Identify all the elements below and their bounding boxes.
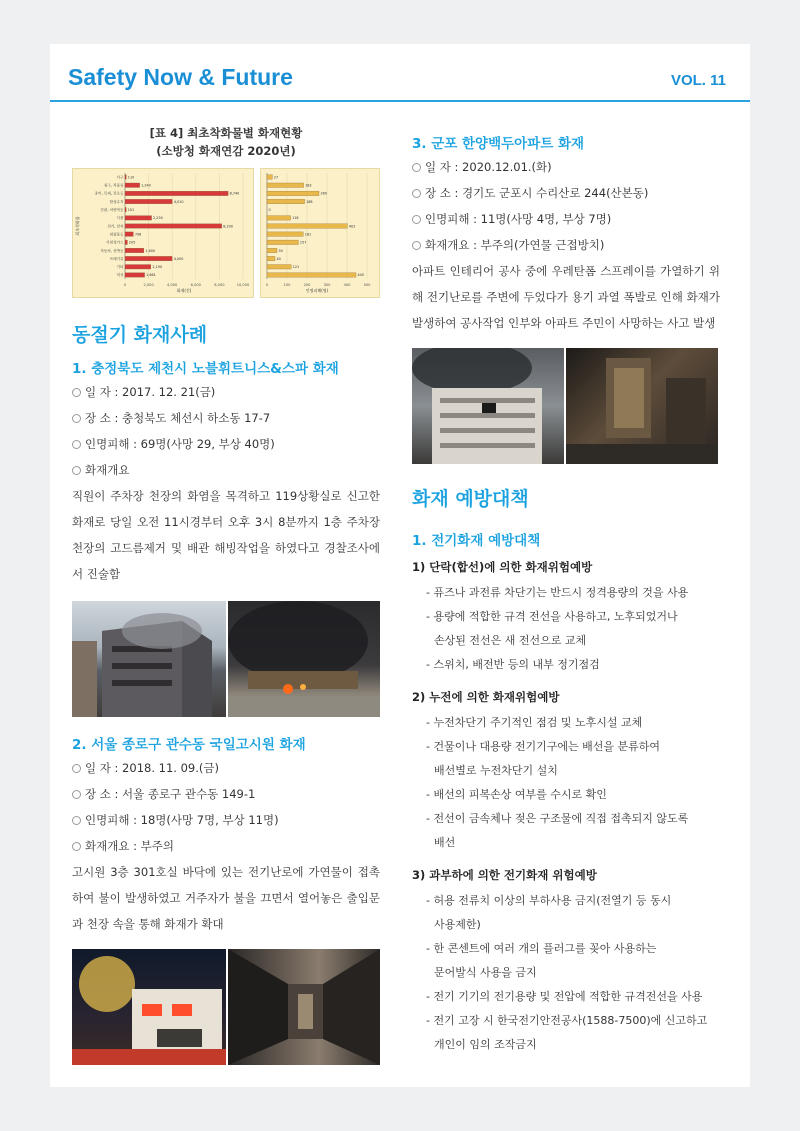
x-tick-label: 400: [343, 283, 351, 287]
data-label: 118: [292, 216, 299, 221]
case2-photos: [72, 949, 380, 1065]
casualty-chart: [260, 168, 380, 298]
bullet-icon: [72, 816, 81, 825]
x-tick-label: 6,000: [190, 283, 201, 287]
prevention-item: - 배선의 피복손상 여부를 수시로 확인: [426, 788, 607, 801]
bullet-icon: [72, 764, 81, 773]
bar: [267, 240, 298, 244]
bar: [125, 273, 145, 277]
case2-date-text: 일 자 : 2018. 11. 09.(금): [85, 761, 219, 775]
prevention-item: - 전기 고장 시 한국전기안전공사(1588-7500)에 신고하고: [426, 1014, 708, 1027]
data-label: 4,010: [173, 199, 184, 204]
prevention-item: - 전기 기기의 전기용량 및 전압에 적합한 규격전선을 사용: [426, 990, 703, 1003]
prevention-group-title: 2) 누전에 의한 화재위험예방: [412, 690, 560, 704]
data-label: 2,250: [153, 216, 163, 221]
y-axis-label: 최초착화물: [75, 216, 80, 236]
prevention-item: - 전선이 금속체나 젖은 구조물에 직접 접촉되지 않도록: [426, 812, 689, 825]
data-label: 188: [306, 199, 313, 204]
casualty-chart-svg: [261, 169, 379, 297]
case3-place-text: 장 소 : 경기도 군포시 수리산로 244(산본동): [425, 186, 649, 200]
case3-summary: [412, 232, 720, 258]
category-label: 종이, 목재, 건초등: [94, 191, 124, 196]
case1-body: 직원이 주차장 천장의 화염을 목격하고 119상황실로 신고한 화재로 당일 오전 11시경부터 오후 3시 8분까지 1층 주차장 천장의 고드름제거 및 배관 해빙작업을 하였다고 경찰조사에서 진술함: [72, 489, 380, 581]
table-title: [표 4] 최초착화물별 화재현황: [149, 126, 303, 140]
prevention-item: 개인이 임의 조작금지: [434, 1038, 537, 1051]
category-label: 위험물등: [109, 232, 124, 237]
burnt-corridor-photo-icon: [228, 949, 380, 1065]
category-label: 침구, 직물류: [103, 183, 124, 188]
case1-date-text: 일 자 : 2017. 12. 21(금): [85, 385, 216, 399]
bar: [267, 232, 303, 236]
data-label: 1,240: [141, 183, 151, 188]
x-axis-label: 화재(건): [176, 288, 192, 293]
data-label: 121: [292, 265, 300, 270]
case1-place-text: 장 소 : 충청북도 체선시 하소동 17-7: [85, 411, 271, 425]
prevention-item: - 건물이나 대용량 전기기구에는 배선을 분류하여: [426, 740, 660, 753]
prevention-item: - 한 콘센트에 여러 개의 플러그를 꽂아 사용하는: [426, 942, 657, 955]
data-label: 2,190: [152, 265, 163, 270]
bullet-icon: [72, 790, 81, 799]
bar: [125, 224, 222, 228]
bar: [267, 183, 304, 187]
data-label: 402: [348, 224, 356, 229]
bar: [125, 216, 152, 220]
case3-casualty: [412, 206, 720, 232]
bar: [267, 199, 305, 203]
data-label: 708: [134, 232, 142, 237]
data-label: 110: [127, 175, 135, 180]
chart-area: [72, 168, 380, 298]
case3-body: 아파트 인테리어 공사 중에 우레탄폼 스프레이를 가열하기 위해 전기난로를 주변에 두었다가 용기 과열 폭발로 인해 화재가 발생하여 공사작업 인부와 아파트 주민이 사망하는 사고 발생: [412, 264, 720, 330]
gosiwon-building-photo-icon: [72, 949, 226, 1065]
case2-casualty-text: 인명피해 : 18명(사망 7명, 부상 11명): [85, 813, 279, 827]
bar: [267, 224, 347, 228]
prevention-item: - 퓨즈나 과전류 차단기는 반드시 정격용량의 것을 사용: [426, 586, 689, 599]
bar: [267, 256, 275, 260]
case1-summary: [72, 457, 380, 483]
case1-title: 1. 충정북도 제천시 노블휘트니스&스파 화재: [72, 361, 339, 377]
case2-place: [72, 781, 380, 807]
brand-title: Safety Now & Future: [68, 64, 293, 90]
bullet-icon: [412, 163, 421, 172]
category-label: 가구: [116, 175, 124, 180]
category-label: 합성수지: [109, 199, 124, 204]
bar: [267, 216, 291, 220]
bar: [267, 273, 356, 277]
x-tick-label: 4,000: [167, 283, 178, 287]
data-label: 0: [268, 207, 271, 212]
x-tick-label: 10,000: [236, 283, 250, 287]
bar: [125, 183, 140, 187]
case1-photo-smoke: [228, 601, 380, 717]
bar: [125, 207, 126, 211]
case3-photo-interior: [566, 348, 718, 464]
x-tick-label: 0: [265, 283, 269, 287]
data-label: 1,600: [145, 248, 156, 253]
case2-date: [72, 755, 380, 781]
burnt-interior-photo-icon: [566, 348, 718, 464]
electric-prevention-title: 1. 전기화재 예방대책: [412, 533, 541, 549]
case2-body: 고시원 3층 301호실 바닥에 있는 전기난로에 가연물이 접촉하여 불이 발생하였고 거주자가 불을 끄면서 열어놓은 출입문과 천장 속을 통해 화재가 확대: [72, 865, 380, 931]
section-title-winter-cases: 동절기 화재사례: [72, 324, 208, 346]
bar: [267, 175, 272, 179]
prevention-item: 배선별로 누전차단기 설치: [434, 764, 558, 777]
category-label: 쓰레기류: [109, 256, 124, 261]
x-tick-label: 500: [363, 283, 371, 287]
case1-photo-building: [72, 601, 226, 717]
bullet-icon: [72, 842, 81, 851]
bar: [267, 191, 319, 195]
bullet-icon: [72, 388, 81, 397]
section-title-prevention: 화재 예방대책: [412, 488, 529, 510]
category-label: 간판, 차양막등: [100, 207, 124, 212]
case3-place: [412, 180, 720, 206]
prevention-item: 사용제한): [434, 918, 481, 931]
x-axis-label: 인명피해(명): [305, 288, 329, 293]
prevention-groups: [412, 557, 720, 1057]
case1-casualty: [72, 431, 380, 457]
x-tick-label: 0: [123, 283, 127, 287]
data-label: 181: [304, 232, 312, 237]
category-label: 미상: [116, 273, 124, 278]
category-label: 자동차, 선박등: [100, 248, 124, 253]
case2-casualty: [72, 807, 380, 833]
data-label: 50: [278, 248, 283, 253]
apartment-fire-photo-icon: [412, 348, 564, 464]
fire-count-chart-svg: [73, 169, 253, 297]
case3-photos: [412, 348, 720, 464]
x-tick-label: 300: [323, 283, 331, 287]
prevention-group-title: 1) 단락(합선)에 의한 화재위험예방: [412, 560, 593, 574]
category-label: 전기, 전자: [107, 224, 124, 229]
bar: [125, 256, 172, 260]
building-fire-photo-icon: [72, 601, 226, 717]
bar: [267, 265, 291, 269]
bullet-icon: [412, 189, 421, 198]
bullet-icon: [412, 241, 421, 250]
case3-title: 3. 군포 한양백두아파트 화재: [412, 136, 585, 152]
case3-photo-apartment: [412, 348, 564, 464]
left-column: [72, 124, 380, 1065]
table-subtitle: (소방청 화재연감 2020년): [156, 144, 296, 158]
case2-place-text: 장 소 : 서울 종로구 관수동 149-1: [85, 787, 256, 801]
case1-summary-text: 화재개요: [85, 463, 130, 477]
case2-title: 2. 서울 종로구 관수동 국일고시원 화재: [72, 737, 306, 753]
prevention-item: - 스위치, 배전반 등의 내부 정기점검: [426, 658, 600, 671]
x-tick-label: 200: [303, 283, 311, 287]
prevention-item: - 누전차단기 주기적인 점검 및 노후시설 교체: [426, 716, 643, 729]
data-label: 40: [276, 256, 281, 261]
right-column: [412, 132, 720, 1057]
case1-place: [72, 405, 380, 431]
bullet-icon: [72, 466, 81, 475]
data-label: 183: [305, 183, 312, 188]
bullet-icon: [412, 215, 421, 224]
bar: [125, 191, 228, 195]
data-label: 8,740: [229, 191, 240, 196]
bar: [125, 265, 151, 269]
bar: [125, 232, 133, 236]
case2-summary: [72, 833, 380, 859]
case1-date: [72, 379, 380, 405]
data-label: 157: [299, 240, 307, 245]
x-tick-label: 100: [283, 283, 291, 287]
bullet-icon: [72, 414, 81, 423]
category-label: 식품: [116, 216, 124, 221]
case1-photos: [72, 601, 380, 717]
x-tick-label: 8,000: [214, 283, 225, 287]
data-label: 27: [273, 175, 279, 180]
case3-date-text: 일 자 : 2020.12.01.(화): [425, 160, 552, 174]
prevention-group-title: 3) 과부하에 의한 전기화재 위험예방: [412, 868, 597, 882]
case2-photo-building: [72, 949, 226, 1065]
fire-count-chart: [72, 168, 254, 298]
case1-casualty-text: 인명피해 : 69명(사망 29, 부상 40명): [85, 437, 275, 451]
document-page: [50, 44, 750, 1087]
category-label: 가연성가스: [106, 240, 124, 245]
x-tick-label: 2,000: [143, 283, 154, 287]
data-label: 101: [127, 207, 135, 212]
bar: [125, 240, 127, 244]
data-label: 4,000: [173, 256, 184, 261]
bar: [125, 199, 172, 203]
category-label: 기타: [116, 265, 124, 270]
case3-date: [412, 154, 720, 180]
prevention-item: - 허용 전류치 이상의 부하사용 금지(전열기 등 동시: [426, 894, 672, 907]
data-label: 205: [128, 240, 136, 245]
prevention-item: 손상된 전선은 새 전선으로 교체: [434, 634, 587, 647]
smoke-fire-photo-icon: [228, 601, 380, 717]
prevention-item: 배선: [434, 836, 456, 849]
page-header: [50, 44, 750, 102]
bar: [125, 248, 144, 252]
data-label: 1,661: [146, 273, 156, 278]
volume-label: VOL. 11: [670, 72, 726, 89]
case3-summary-text: 화재개요 : 부주의(가연물 근접방치): [425, 238, 605, 252]
bar: [125, 175, 126, 179]
bullet-icon: [72, 440, 81, 449]
data-label: 8,200: [223, 224, 233, 229]
prevention-item: - 용량에 적합한 규격 전선을 사용하고, 노후되었거나: [426, 610, 678, 623]
data-label: 445: [357, 273, 364, 278]
case3-casualty-text: 인명피해 : 11명(사망 4명, 부상 7명): [425, 212, 612, 226]
case2-summary-text: 화재개요 : 부주의: [85, 839, 174, 853]
prevention-item: 문어발식 사용을 금지: [434, 966, 537, 979]
case2-photo-corridor: [228, 949, 380, 1065]
bar: [267, 248, 277, 252]
data-label: 260: [320, 191, 327, 196]
